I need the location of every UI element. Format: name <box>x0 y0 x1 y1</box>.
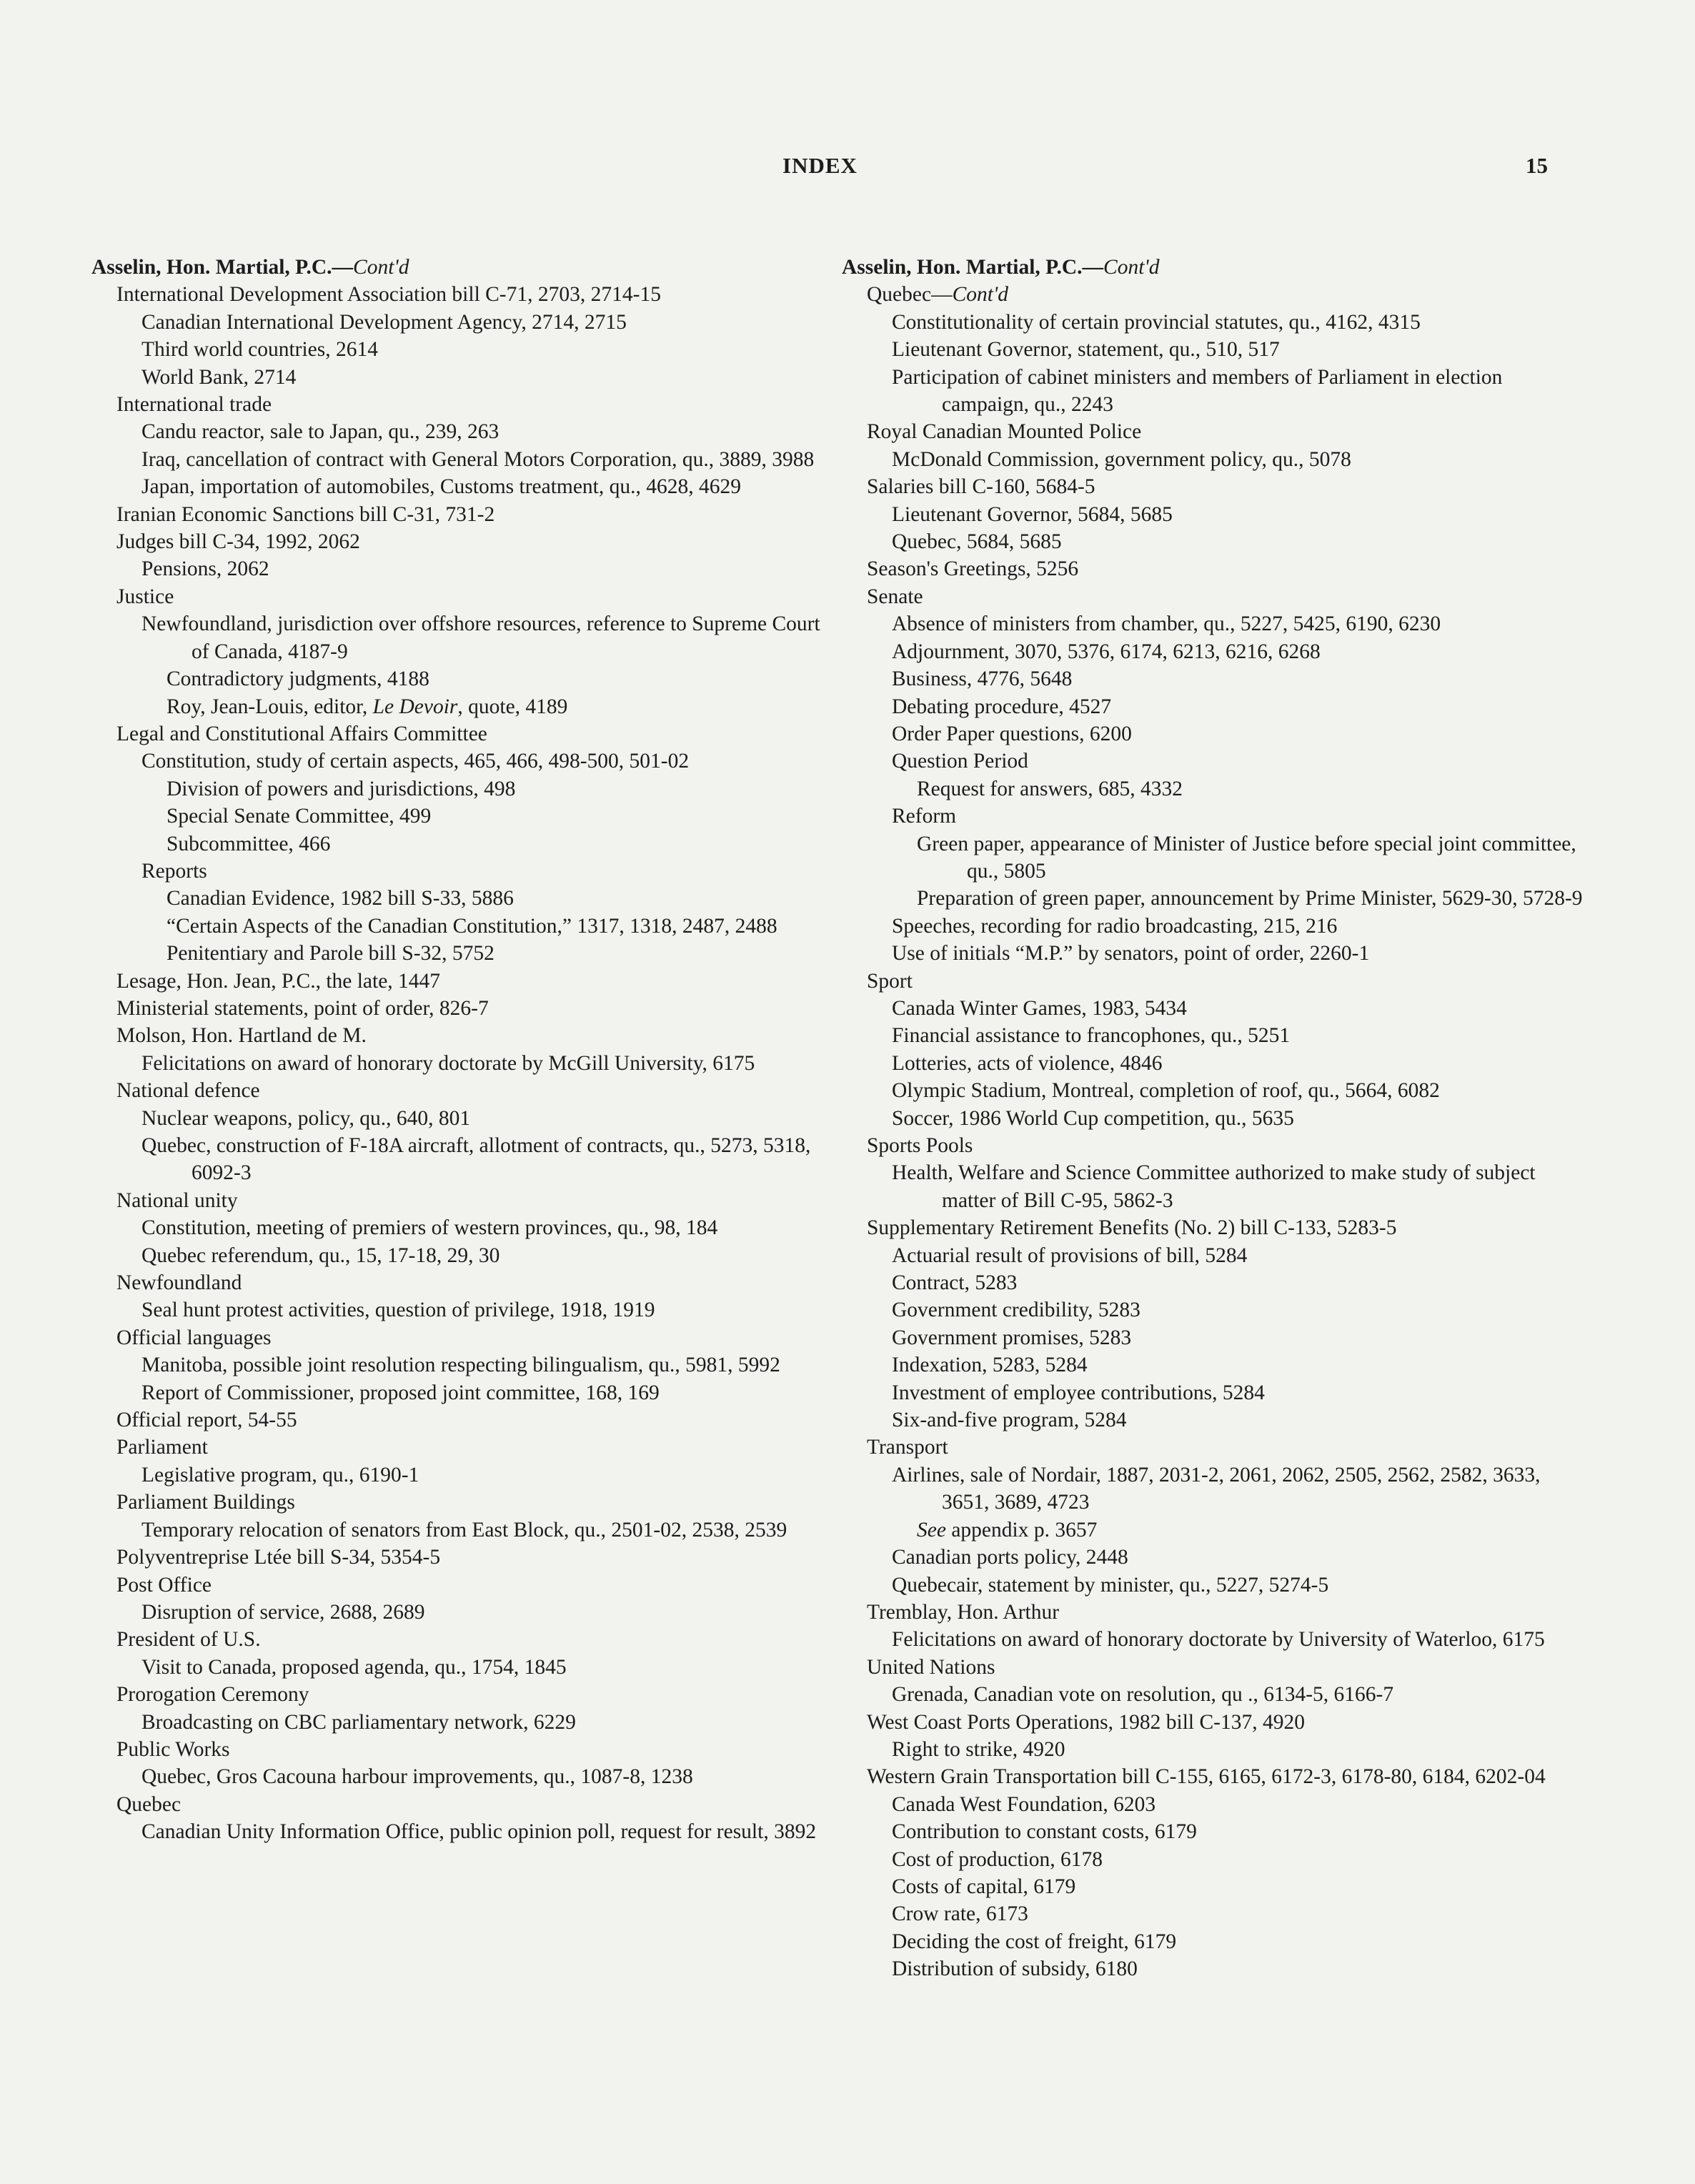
entry-text: Nuclear weapons, policy, qu., 640, 801 <box>141 1106 471 1130</box>
entry-italic-text: Cont'd <box>952 283 1009 307</box>
entry-text: Subcommittee, 466 <box>166 832 331 855</box>
entry-text: Iraq, cancellation of contract with General Motors Corporation, qu., 3889, 3988 <box>141 447 815 471</box>
index-entry <box>91 1022 835 1049</box>
entry-text: Government credibility, 5283 <box>892 1299 1140 1322</box>
entry-text: Tremblay, Hon. Arthur <box>867 1600 1060 1624</box>
entry-text: Indexation, 5283, 5284 <box>892 1354 1088 1377</box>
index-entry <box>91 1434 835 1461</box>
entry-text: Visit to Canada, proposed agenda, qu., 1754, 1845 <box>141 1655 567 1679</box>
entry-text: Judges bill C-34, 1992, 2062 <box>116 530 360 554</box>
entry-text: Legal and Constitutional Affairs Committee <box>116 722 487 745</box>
index-entry <box>91 1406 835 1434</box>
entry-text: Contradictory judgments, 4188 <box>166 667 429 691</box>
index-entry <box>842 1214 1585 1241</box>
entry-text: Senate <box>867 585 923 608</box>
index-entry <box>842 720 1585 748</box>
entry-text: Actuarial result of provisions of bill, 5284 <box>892 1244 1248 1267</box>
index-entry <box>842 1709 1585 1736</box>
index-entry <box>842 473 1585 500</box>
entry-text: Iranian Economic Sanctions bill C-31, 731-2 <box>116 502 495 526</box>
index-entry <box>842 803 1585 830</box>
index-entry <box>842 665 1585 693</box>
entry-text: Salaries bill C-160, 5684-5 <box>867 475 1095 499</box>
entry-text: Quebec, Gros Cacouna harbour improvements, qu., 1087-8, 1238 <box>141 1765 693 1789</box>
entry-text: Reports <box>141 859 207 883</box>
index-entry <box>91 1791 835 1818</box>
index-entry <box>842 1324 1585 1351</box>
index-entry <box>842 1022 1585 1049</box>
entry-text: Quebec <box>116 1792 182 1816</box>
index-entry <box>91 1269 835 1296</box>
index-entry <box>91 913 835 940</box>
entry-italic-text: See <box>917 1518 946 1542</box>
entry-text: United Nations <box>867 1655 995 1679</box>
index-entry <box>842 1461 1585 1517</box>
index-entry <box>91 391 835 418</box>
index-entry <box>91 1517 835 1544</box>
index-entry <box>91 309 835 336</box>
index-entry <box>91 1736 835 1763</box>
entry-text: Quebecair, statement by minister, qu., 5227, 5274-5 <box>892 1573 1329 1597</box>
entry-text: Cost of production, 6178 <box>892 1847 1103 1871</box>
entry-text: Lotteries, acts of violence, 4846 <box>892 1051 1163 1075</box>
entry-text: Contract, 5283 <box>892 1271 1018 1295</box>
entry-text: Quebec referendum, qu., 15, 17-18, 29, 30 <box>141 1244 500 1267</box>
index-entry <box>842 501 1585 528</box>
index-entry <box>842 968 1585 995</box>
index-entry <box>842 1736 1585 1763</box>
entry-text: Penitentiary and Parole bill S-32, 5752 <box>166 942 494 966</box>
entry-text: Canada West Foundation, 6203 <box>892 1792 1156 1816</box>
entry-continued-label: Cont'd <box>353 256 409 279</box>
entry-text: Broadcasting on CBC parliamentary network, 6229 <box>141 1710 576 1734</box>
index-entry <box>91 1544 835 1571</box>
index-entry <box>91 1296 835 1324</box>
index-entry <box>842 1379 1585 1406</box>
index-entry <box>842 940 1585 967</box>
index-entry <box>842 1791 1585 1818</box>
index-entry <box>842 995 1585 1022</box>
entry-italic-text: Le Devoir <box>372 695 458 718</box>
entry-continued-label: Cont'd <box>1103 256 1160 279</box>
index-entry <box>91 1818 835 1845</box>
entry-text: Prorogation Ceremony <box>116 1683 309 1707</box>
running-head-title: INDEX <box>782 153 858 178</box>
entry-text: Crow rate, 6173 <box>892 1902 1028 1926</box>
index-entry <box>91 968 835 995</box>
index-entry <box>842 418 1585 445</box>
entry-text: Asselin, Hon. Martial, P.C.— <box>91 256 354 279</box>
index-entry <box>91 1077 835 1104</box>
entry-text: Roy, Jean-Louis, editor, <box>166 695 373 718</box>
entry-text: Constitutionality of certain provincial statutes, qu., 4162, 4315 <box>892 310 1421 334</box>
index-entry <box>842 1159 1585 1214</box>
index-entry <box>91 995 835 1022</box>
entry-text: Olympic Stadium, Montreal, completion of roof, qu., 5664, 6082 <box>892 1079 1440 1103</box>
entry-text: Candu reactor, sale to Japan, qu., 239, 263 <box>141 420 499 444</box>
entry-text: Green paper, appearance of Minister of Justice before special joint committee, qu., 5805 <box>917 832 1576 883</box>
entry-text: Canada Winter Games, 1983, 5434 <box>892 996 1187 1020</box>
index-entry <box>91 1461 835 1489</box>
index-entry <box>91 940 835 967</box>
entry-text: Participation of cabinet ministers and members of Parliament in election campaign, qu., 2243 <box>892 365 1503 417</box>
entry-text: Third world countries, 2614 <box>141 338 378 362</box>
index-entry <box>91 1572 835 1599</box>
entry-text: International Development Association bill C-71, 2703, 2714-15 <box>116 283 661 307</box>
index-entry <box>842 1077 1585 1104</box>
index-entry <box>842 555 1585 582</box>
entry-text: Question Period <box>892 750 1028 773</box>
page-number: 15 <box>1526 153 1548 178</box>
index-entry <box>842 913 1585 940</box>
entry-text: Official languages <box>116 1326 272 1349</box>
entry-text: Financial assistance to francophones, qu., 5251 <box>892 1024 1291 1048</box>
index-entry <box>842 1132 1585 1159</box>
index-entry <box>842 1050 1585 1077</box>
index-entry <box>842 1900 1585 1927</box>
entry-text: Absence of ministers from chamber, qu., 5227, 5425, 6190, 6230 <box>892 612 1441 636</box>
index-entry <box>842 1351 1585 1379</box>
index-entry <box>842 1572 1585 1599</box>
entry-text: Business, 4776, 5648 <box>892 667 1073 691</box>
index-entry <box>842 693 1585 720</box>
index-entry <box>91 1654 835 1681</box>
index-column-right <box>842 254 1585 1983</box>
entry-text: Quebec— <box>867 283 953 307</box>
index-entry <box>91 501 835 528</box>
index-entry <box>91 418 835 445</box>
entry-text: Canadian Unity Information Office, public opinion poll, request for result, 3892 <box>141 1820 817 1844</box>
index-entry <box>91 1709 835 1736</box>
entry-text: Debating procedure, 4527 <box>892 695 1112 718</box>
index-entry <box>91 1324 835 1351</box>
entry-text: Ministerial statements, point of order, 826-7 <box>116 996 489 1020</box>
entry-text: National defence <box>116 1079 260 1103</box>
entry-text: Right to strike, 4920 <box>892 1737 1065 1761</box>
index-entry <box>91 858 835 885</box>
index-entry <box>91 775 835 803</box>
index-entry <box>91 446 835 473</box>
entry-text: Soccer, 1986 World Cup competition, qu., 5635 <box>892 1106 1294 1130</box>
entry-text: Official report, 54-55 <box>116 1409 297 1432</box>
index-entry <box>842 528 1585 555</box>
entry-text: Justice <box>116 585 174 608</box>
entry-text: World Bank, 2714 <box>141 365 297 389</box>
index-entry <box>842 1242 1585 1269</box>
entry-text: Disruption of service, 2688, 2689 <box>141 1600 425 1624</box>
entry-text: Contribution to constant costs, 6179 <box>892 1820 1197 1844</box>
entry-text: “Certain Aspects of the Canadian Constitution,” 1317, 1318, 2487, 2488 <box>166 914 777 938</box>
entry-text: International trade <box>116 393 272 417</box>
index-column-left <box>91 254 835 1846</box>
index-entry <box>842 885 1585 912</box>
index-entry <box>842 638 1585 665</box>
entry-text: Request for answers, 685, 4332 <box>917 777 1183 800</box>
index-entry <box>91 720 835 748</box>
index-entry <box>842 336 1585 363</box>
entry-text: Japan, importation of automobiles, Customs treatment, qu., 4628, 4629 <box>141 475 742 499</box>
entry-text: Costs of capital, 6179 <box>892 1875 1076 1898</box>
index-entry <box>842 1928 1585 1955</box>
entry-text: Government promises, 5283 <box>892 1326 1132 1349</box>
entry-text: President of U.S. <box>116 1628 261 1652</box>
index-entry <box>842 1517 1585 1544</box>
index-entry <box>91 1214 835 1241</box>
entry-text: Use of initials “M.P.” by senators, point of order, 2260-1 <box>892 942 1370 966</box>
index-entry <box>842 364 1585 419</box>
index-entry <box>91 1626 835 1653</box>
index-entry <box>842 1846 1585 1873</box>
index-entry <box>842 281 1585 308</box>
index-entry <box>91 885 835 912</box>
index-entry <box>842 1434 1585 1461</box>
index-entry <box>842 1105 1585 1132</box>
entry-text: Legislative program, qu., 6190-1 <box>141 1463 419 1486</box>
entry-text-after: , quote, 4189 <box>457 695 568 718</box>
entry-text: Canadian Evidence, 1982 bill S-33, 5886 <box>166 887 514 910</box>
entry-text: Sport <box>867 969 913 993</box>
entry-text: Felicitations on award of honorary doctorate by University of Waterloo, 6175 <box>892 1628 1545 1652</box>
entry-text: Constitution, study of certain aspects, 465, 466, 498-500, 501-02 <box>141 750 690 773</box>
entry-text: Public Works <box>116 1737 230 1761</box>
entry-text: National unity <box>116 1188 238 1212</box>
index-entry <box>91 1763 835 1790</box>
index-entry <box>842 1681 1585 1708</box>
entry-text: Parliament Buildings <box>116 1491 295 1514</box>
entry-text: Canadian International Development Agency, 2714, 2715 <box>141 310 627 334</box>
index-entry <box>91 1132 835 1187</box>
entry-text: Speeches, recording for radio broadcasting, 215, 216 <box>892 914 1338 938</box>
entry-text: Canadian ports policy, 2448 <box>892 1546 1128 1569</box>
index-entry <box>91 1351 835 1379</box>
entry-text: Parliament <box>116 1436 208 1459</box>
entry-text: Post Office <box>116 1573 212 1597</box>
entry-text: Pensions, 2062 <box>141 557 269 581</box>
entry-text: Special Senate Committee, 499 <box>166 805 432 828</box>
entry-text: Newfoundland, jurisdiction over offshore resources, reference to Supreme Court of Canada, 4187-9 <box>141 612 820 663</box>
entry-text: Temporary relocation of senators from East Block, qu., 2501-02, 2538, 2539 <box>141 1518 787 1542</box>
entry-text: Division of powers and jurisdictions, 498 <box>166 777 516 800</box>
index-entry <box>91 583 835 610</box>
entry-text: Western Grain Transportation bill C-155, 6165, 6172-3, 6178-80, 6184, 6202-04 <box>867 1765 1546 1789</box>
index-entry <box>842 1544 1585 1571</box>
index-entry <box>91 281 835 308</box>
index-heading <box>842 254 1585 281</box>
index-entry <box>91 748 835 775</box>
entry-text-after: appendix p. 3657 <box>945 1518 1098 1542</box>
index-entry <box>91 364 835 391</box>
index-entry <box>842 1873 1585 1900</box>
index-entry <box>91 1489 835 1516</box>
entry-text: Season's Greetings, 5256 <box>867 557 1079 581</box>
index-entry <box>91 1050 835 1077</box>
entry-text: Lieutenant Governor, 5684, 5685 <box>892 502 1173 526</box>
entry-text: West Coast Ports Operations, 1982 bill C-137, 4920 <box>867 1710 1306 1734</box>
index-entry <box>91 1379 835 1406</box>
entry-text: Airlines, sale of Nordair, 1887, 2031-2, 2061, 2062, 2505, 2562, 2582, 3633, 3651, 3689, 4723 <box>892 1463 1541 1514</box>
index-entry <box>91 610 835 665</box>
index-entry <box>842 1654 1585 1681</box>
entry-text: Seal hunt protest activities, question of privilege, 1918, 1919 <box>141 1299 655 1322</box>
entry-text: Felicitations on award of honorary doctorate by McGill University, 6175 <box>141 1051 755 1075</box>
entry-text: Constitution, meeting of premiers of western provinces, qu., 98, 184 <box>141 1216 718 1240</box>
index-entry <box>91 665 835 693</box>
entry-text: Health, Welfare and Science Committee authorized to make study of subject matter of Bill C-95, 5862-3 <box>892 1161 1536 1212</box>
index-entry <box>842 610 1585 637</box>
entry-text: Grenada, Canadian vote on resolution, qu ., 6134-5, 6166-7 <box>892 1683 1394 1707</box>
entry-text: Deciding the cost of freight, 6179 <box>892 1930 1177 1953</box>
index-entry <box>842 1599 1585 1626</box>
entry-text: McDonald Commission, government policy, qu., 5078 <box>892 447 1351 471</box>
entry-text: Quebec, construction of F-18A aircraft, allotment of contracts, qu., 5273, 5318, 6092-3 <box>141 1134 811 1185</box>
entry-text: Sports Pools <box>867 1134 973 1157</box>
entry-text: Investment of employee contributions, 5284 <box>892 1381 1265 1404</box>
entry-text: Supplementary Retirement Benefits (No. 2) bill C-133, 5283-5 <box>867 1216 1397 1240</box>
index-entry <box>91 1242 835 1269</box>
index-entry <box>842 446 1585 473</box>
index-entry <box>842 775 1585 803</box>
index-entry <box>842 1626 1585 1653</box>
index-entry <box>842 309 1585 336</box>
index-entry <box>91 693 835 720</box>
entry-text: Preparation of green paper, announcement by Prime Minister, 5629-30, 5728-9 <box>917 887 1583 910</box>
entry-text: Royal Canadian Mounted Police <box>867 420 1142 444</box>
index-entry <box>91 336 835 363</box>
index-entry <box>842 830 1585 885</box>
entry-text: Quebec, 5684, 5685 <box>892 530 1062 554</box>
index-entry <box>91 1105 835 1132</box>
index-entry <box>842 1406 1585 1434</box>
entry-text: Order Paper questions, 6200 <box>892 722 1132 745</box>
entry-text: Six-and-five program, 5284 <box>892 1409 1127 1432</box>
entry-text: Newfoundland <box>116 1271 242 1295</box>
index-entry <box>91 555 835 582</box>
index-entry <box>842 1763 1585 1790</box>
entry-text: Manitoba, possible joint resolution respecting bilingualism, qu., 5981, 5992 <box>141 1354 780 1377</box>
entry-text: Transport <box>867 1436 948 1459</box>
index-entry <box>91 473 835 500</box>
entry-text: Lesage, Hon. Jean, P.C., the late, 1447 <box>116 969 441 993</box>
entry-text: Asselin, Hon. Martial, P.C.— <box>842 256 1104 279</box>
index-entry <box>842 1955 1585 1982</box>
entry-text: Distribution of subsidy, 6180 <box>892 1957 1138 1981</box>
index-entry <box>842 1269 1585 1296</box>
index-entry <box>91 803 835 830</box>
index-entry <box>91 528 835 555</box>
page-header <box>0 153 1695 189</box>
entry-text: Reform <box>892 805 957 828</box>
index-entry <box>91 830 835 858</box>
index-entry <box>842 1818 1585 1845</box>
index-entry <box>842 583 1585 610</box>
entry-text: Adjournment, 3070, 5376, 6174, 6213, 6216, 6268 <box>892 640 1321 663</box>
entry-text: Lieutenant Governor, statement, qu., 510, 517 <box>892 338 1280 362</box>
index-entry <box>91 1681 835 1708</box>
index-entry <box>842 1296 1585 1324</box>
entry-text: Report of Commissioner, proposed joint committee, 168, 169 <box>141 1381 660 1404</box>
entry-text: Molson, Hon. Hartland de M. <box>116 1024 367 1048</box>
index-heading <box>91 254 835 281</box>
entry-text: Polyventreprise Ltée bill S-34, 5354-5 <box>116 1546 441 1569</box>
index-entry <box>91 1599 835 1626</box>
index-entry <box>91 1187 835 1214</box>
index-entry <box>842 748 1585 775</box>
